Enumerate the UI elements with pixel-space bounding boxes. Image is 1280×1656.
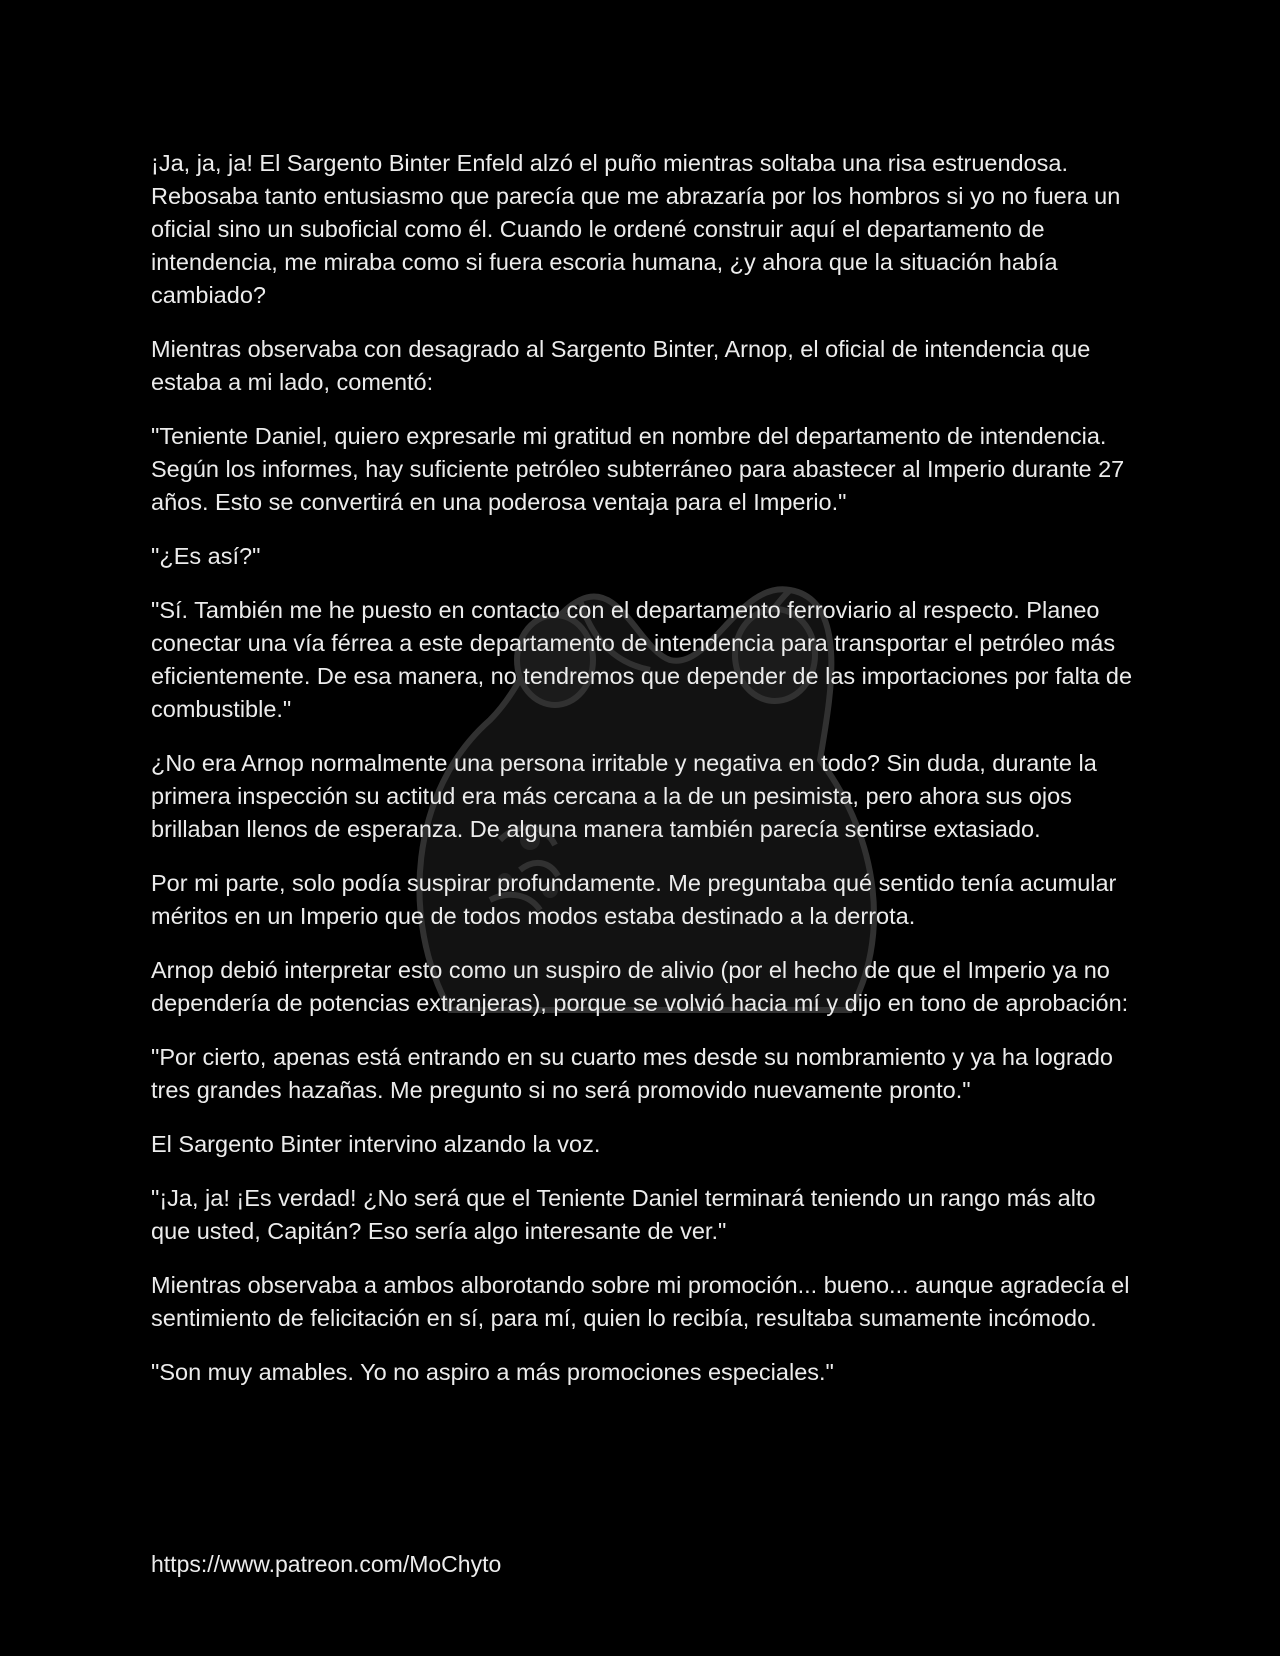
paragraph: "Por cierto, apenas está entrando en su cuarto mes desde su nombramiento y ya ha logrado tres grandes hazañas. Me pregunto si no será promovido nuevamente pronto." <box>151 1044 1113 1103</box>
paragraph: Por mi parte, solo podía suspirar profundamente. Me preguntaba qué sentido tenía acumular méritos en un Imperio que de todos modos estaba destinado a la derrota. <box>151 870 1117 929</box>
paragraph: El Sargento Binter intervino alzando la voz. <box>151 1131 601 1157</box>
paragraph: "Sí. También me he puesto en contacto con el departamento ferroviario al respecto. Planeo conectar una vía férrea a este departamento de intendencia para transportar el petróleo más eficientemente. De esa manera, no tendremos que depender de las importaciones por falta de combustible." <box>151 597 1133 722</box>
paragraph: ¡Ja, ja, ja! El Sargento Binter Enfeld alzó el puño mientras soltaba una risa estruendosa. Rebosaba tanto entusiasmo que parecía que me abrazaría por los hombros si yo no fuera un oficial sino un suboficial como él. Cuando le ordené construir aquí el departamento de intendencia, me miraba como si fuera escoria humana, ¿y ahora que la situación había cambiado? <box>151 150 1121 308</box>
paragraph: "Son muy amables. Yo no aspiro a más promociones especiales." <box>151 1359 834 1385</box>
chapter-text <box>151 147 1136 1410</box>
paragraph: Mientras observaba a ambos alborotando sobre mi promoción... bueno... aunque agradecía el sentimiento de felicitación en sí, para mí, quien lo recibía, resultaba sumamente incómodo. <box>151 1272 1130 1331</box>
paragraph: ¿No era Arnop normalmente una persona irritable y negativa en todo? Sin duda, durante la primera inspección su actitud era más cercana a la de un pesimista, pero ahora sus ojos brillaban llenos de esperanza. De alguna manera también parecía sentirse extasiado. <box>151 750 1097 842</box>
paragraph: Mientras observaba con desagrado al Sargento Binter, Arnop, el oficial de intendencia que estaba a mi lado, comentó: <box>151 336 1091 395</box>
paragraph: "¡Ja, ja! ¡Es verdad! ¿No será que el Teniente Daniel terminará teniendo un rango más alto que usted, Capitán? Eso sería algo interesante de ver." <box>151 1185 1096 1244</box>
paragraph: Arnop debió interpretar esto como un suspiro de alivio (por el hecho de que el Imperio ya no dependería de potencias extranjeras), porque se volvió hacia mí y dijo en tono de aprobación: <box>151 957 1129 1016</box>
paragraph: "¿Es así?" <box>151 543 261 569</box>
footer-link[interactable]: https://www.patreon.com/MoChyto <box>151 1551 502 1577</box>
paragraph: "Teniente Daniel, quiero expresarle mi gratitud en nombre del departamento de intendencia. Según los informes, hay suficiente petróleo subterráneo para abastecer al Imperio durante 27 años. Esto se convertirá en una poderosa ventaja para el Imperio." <box>151 423 1125 515</box>
